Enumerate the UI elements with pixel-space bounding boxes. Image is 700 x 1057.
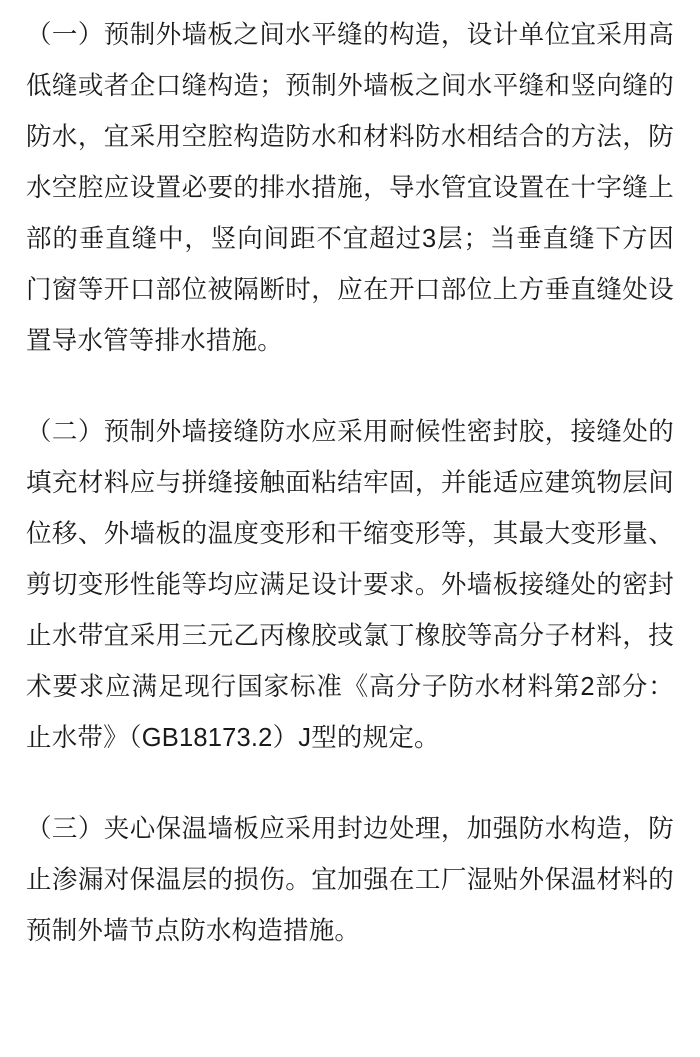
paragraph-clause-2: （二）预制外墙接缝防水应采用耐候性密封胶，接缝处的填充材料应与拼缝接触面粘结牢固，并能适应建筑物层间位移、外墙板的温度变形和干缩变形等，其最大变形量、剪切变形性能等均应满足设计要求。外墙板接缝处的密封止水带宜采用三元乙丙橡胶或氯丁橡胶等高分子材料，技术要求应满足现行国家标准《高分子防水材料第2部分：止水带》（GB18173.2）J型的规定。 [26,418,674,752]
paragraph-clause-1: （一）预制外墙板之间水平缝的构造，设计单位宜采用高低缝或者企口缝构造；预制外墙板之间水平缝和竖向缝的防水，宜采用空腔构造防水和材料防水相结合的方法，防水空腔应设置必要的排水措施，导水管宜设置在十字缝上部的垂直缝中，竖向间距不宜超过3层；当垂直缝下方因门窗等开口部位被隔断时，应在开口部位上方垂直缝处设置导水管等排水措施。 [26,21,674,355]
paragraph-clause-3: （三）夹心保温墙板应采用封边处理，加强防水构造，防止渗漏对保温层的损伤。宜加强在工厂湿贴外保温材料的预制外墙节点防水构造措施。 [26,815,674,945]
